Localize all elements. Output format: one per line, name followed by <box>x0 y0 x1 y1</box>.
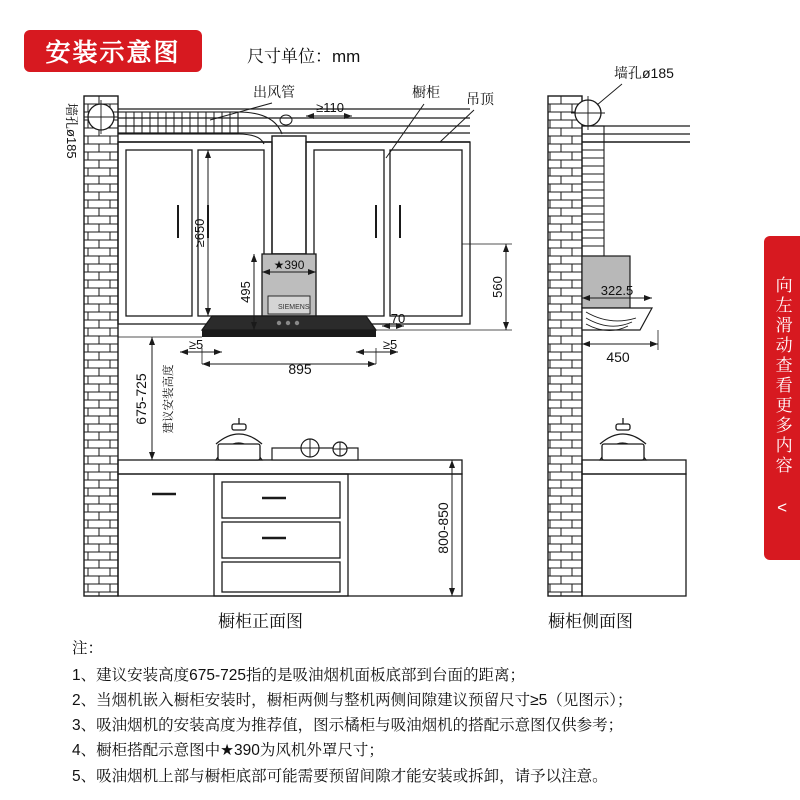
caption-side-view: 橱柜侧面图 <box>548 612 633 631</box>
dim-110 <box>306 100 352 116</box>
dim-650 <box>192 150 208 316</box>
side-wall-brick <box>548 96 582 596</box>
note-item-1: 1、建议安装高度675-725指的是吸油烟机面板底部到台面的距离； <box>72 667 526 685</box>
dim-5-right-label: ≥5 <box>382 337 398 352</box>
label-exhaust-pipe: 出风管 <box>253 84 295 100</box>
wall-hole-left-label: 墙孔ø185 <box>64 103 79 159</box>
exhaust-duct <box>118 112 292 144</box>
front-wall-brick <box>84 96 118 596</box>
hood-brand-text: SIEMENS <box>278 304 310 311</box>
dim-450-label: 450 <box>606 349 630 365</box>
dim-495-label: 495 <box>238 281 253 303</box>
dim-row-bottom <box>180 337 398 377</box>
dim-675-725 <box>118 337 202 460</box>
notes-title: 注： <box>72 640 104 657</box>
dim-560-label: 560 <box>490 276 505 298</box>
dim-70-label: 70 <box>390 311 406 326</box>
dim-675-725-label: 675-725 <box>133 373 149 425</box>
dim-450 <box>582 330 658 365</box>
dim-390-label: ★390 <box>273 258 305 272</box>
side-duct <box>582 126 604 256</box>
unit-label: 尺寸单位：mm <box>247 47 361 66</box>
front-base-cabinet <box>118 460 462 596</box>
dim-895-label: 895 <box>288 361 312 377</box>
dim-800-850-label: 800-850 <box>435 502 451 554</box>
wall-hole-right-label: 墙孔ø185 <box>614 65 674 81</box>
dim-110-label: ≥110 <box>316 100 344 115</box>
label-ceiling: 吊顶 <box>466 91 494 107</box>
note-item-3: 3、吸油烟机的安装高度为推荐值，图示橘柜与吸油烟机的搭配示意图仅供参考； <box>72 717 624 735</box>
install-height-label: 建议安装高度 <box>163 364 175 434</box>
side-scroll-banner-label: 向左滑动查看更多内容 < <box>772 276 792 520</box>
title-badge-label: 安装示意图 <box>45 39 181 67</box>
dim-322-5-label: 322.5 <box>600 283 634 298</box>
side-base-cabinet <box>582 460 686 596</box>
label-cabinet: 橱柜 <box>412 84 440 100</box>
note-item-2: 2、当烟机嵌入橱柜安装时，橱柜两侧与整机两侧间隙建议预留尺寸≥5（见图示）； <box>72 692 633 710</box>
front-cooktop <box>272 439 358 460</box>
side-pot <box>600 418 646 460</box>
notes-block <box>72 636 772 789</box>
note-item-4: 4、橱柜搭配示意图中★390为风机外罩尺寸； <box>72 742 384 760</box>
dim-650-label: ≥650 <box>192 218 207 248</box>
hood-chimney <box>272 136 306 254</box>
dim-800-850 <box>435 460 452 596</box>
caption-front-view: 橱柜正面图 <box>218 612 303 631</box>
front-pot <box>216 418 262 460</box>
note-item-5: 5、吸油烟机上部与橱柜底部可能需要预留间隙才能安装或拆卸，请予以注意。 <box>72 767 608 785</box>
dim-5-left-label: ≥5 <box>188 337 204 352</box>
